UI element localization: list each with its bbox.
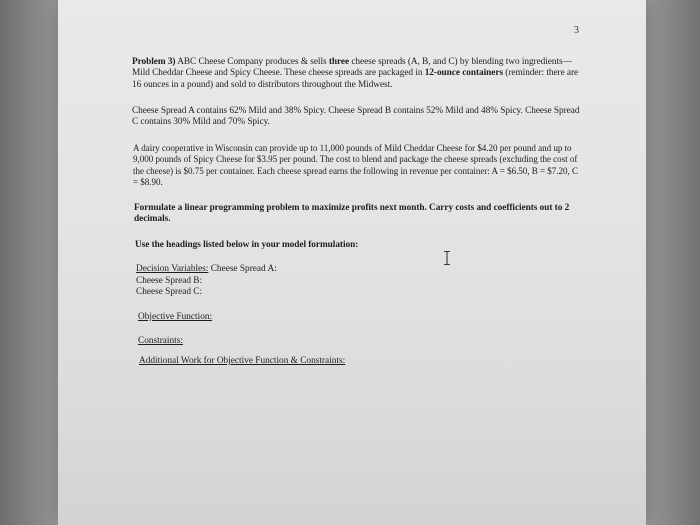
page-number: 3 bbox=[574, 25, 579, 36]
decision-variables-section bbox=[136, 264, 277, 299]
spread-a-variable: Cheese Spread A: bbox=[208, 264, 277, 274]
problem-label: Problem 3) bbox=[132, 57, 176, 67]
spread-c-variable: Cheese Spread C: bbox=[136, 287, 203, 298]
composition-paragraph: Cheese Spread A contains 62% Mild and 38% Spicy. Cheese Spread B contains 52% Mild and 48% Spicy. Cheese Spread C contains 30% Mild and 70% Spicy. bbox=[132, 106, 580, 128]
additional-work-heading: Additional Work for Objective Function & Constraints: bbox=[139, 356, 346, 366]
problem-intro: Problem 3) ABC Cheese Company produces & sells three cheese spreads (A, B, and C) by blending two ingredients—Mild Cheddar Cheese and Spicy Cheese. These cheese spreads are packaged in 12-ounce containers (reminder: there are 16 ounces in a pound) and sold to distributors throughout the Midwest. bbox=[132, 57, 579, 90]
supply-paragraph: A dairy cooperative in Wisconsin can provide up to 11,000 pounds of Mild Cheddar Cheese for $4.20 per pound and up to 9,000 pounds of Spicy Cheese for $3.95 per pound. The cost to blend and package the cheese spreads (excluding the cost of the cheese) is $0.75 per container. Each cheese spread earns the following in revenue per container: A = $6.50, B = $7.20, C = $8.90. bbox=[133, 143, 578, 187]
objective-function-heading: Objective Function: bbox=[138, 312, 213, 322]
constraints-heading: Constraints: bbox=[138, 336, 183, 346]
headings-note: Use the headings listed below in your model formulation: bbox=[135, 240, 359, 250]
instruction-paragraph: Formulate a linear programming problem to maximize profits next month. Carry costs and coefficients out to 2 decimals. bbox=[134, 203, 570, 225]
spread-b-variable: Cheese Spread B: bbox=[136, 275, 203, 286]
decision-variables-heading: Decision Variables: bbox=[136, 264, 209, 274]
text-cursor-icon bbox=[442, 250, 452, 266]
